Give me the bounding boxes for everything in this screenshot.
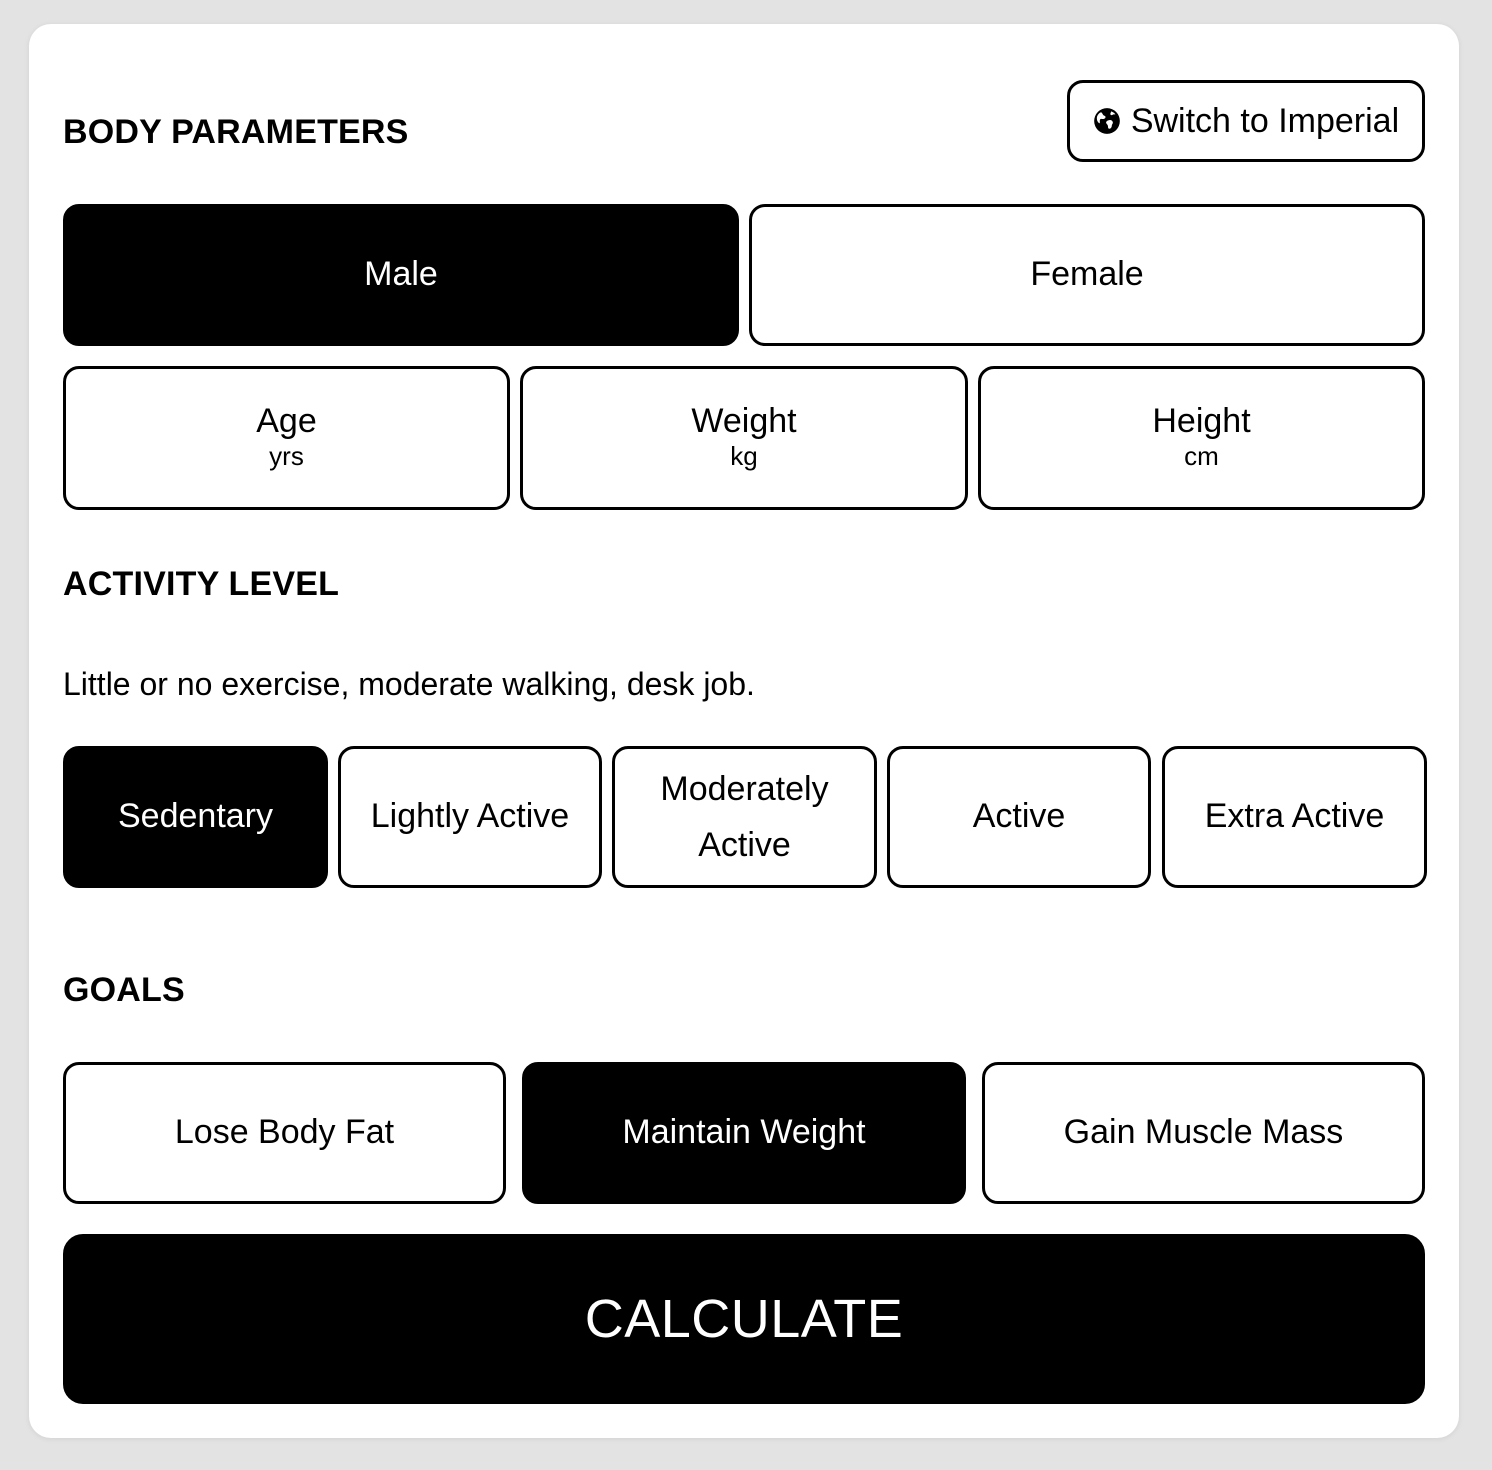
activity-option-label: Active — [972, 797, 1066, 836]
gender-option-label: Female — [1030, 255, 1144, 294]
activity-option-moderately-active[interactable] — [612, 746, 877, 888]
height-label: Height — [1152, 402, 1251, 441]
goal-option-gain-muscle-mass[interactable] — [982, 1062, 1425, 1204]
switch-units-label: Switch to Imperial — [1130, 101, 1400, 140]
calculate-button[interactable] — [63, 1234, 1425, 1404]
goal-option-label: Lose Body Fat — [174, 1113, 395, 1152]
globe-icon — [1093, 107, 1121, 135]
activity-option-lightly-active[interactable] — [338, 746, 602, 888]
weight-input[interactable] — [520, 366, 968, 510]
age-input[interactable] — [63, 366, 510, 510]
activity-level-heading: ACTIVITY LEVEL — [63, 565, 340, 603]
body-parameters-heading: BODY PARAMETERS — [63, 113, 409, 151]
goal-option-label: Maintain Weight — [622, 1113, 866, 1152]
goal-option-lose-body-fat[interactable] — [63, 1062, 506, 1204]
weight-unit: kg — [730, 441, 758, 472]
activity-option-extra-active[interactable] — [1162, 746, 1427, 888]
switch-units-button[interactable] — [1067, 80, 1425, 162]
age-unit: yrs — [269, 441, 304, 472]
calculate-label: CALCULATE — [584, 1289, 904, 1349]
height-unit: cm — [1184, 441, 1219, 472]
gender-option-female[interactable] — [749, 204, 1425, 346]
goal-option-maintain-weight[interactable] — [522, 1062, 966, 1204]
goal-option-label: Gain Muscle Mass — [1063, 1113, 1344, 1152]
goals-heading: GOALS — [63, 971, 185, 1009]
gender-option-label: Male — [364, 255, 438, 294]
activity-description: Little or no exercise, moderate walking, desk job. — [63, 666, 755, 702]
activity-option-label: Extra Active — [1204, 797, 1385, 836]
activity-option-label: Lightly Active — [370, 797, 570, 836]
height-input[interactable] — [978, 366, 1425, 510]
activity-option-label: Moderately Active — [660, 770, 829, 864]
activity-option-sedentary[interactable] — [63, 746, 328, 888]
age-label: Age — [256, 402, 317, 441]
gender-option-male[interactable] — [63, 204, 739, 346]
calculator-card — [29, 24, 1459, 1438]
weight-label: Weight — [691, 402, 797, 441]
activity-option-label: Sedentary — [118, 797, 273, 836]
activity-option-active[interactable] — [887, 746, 1151, 888]
